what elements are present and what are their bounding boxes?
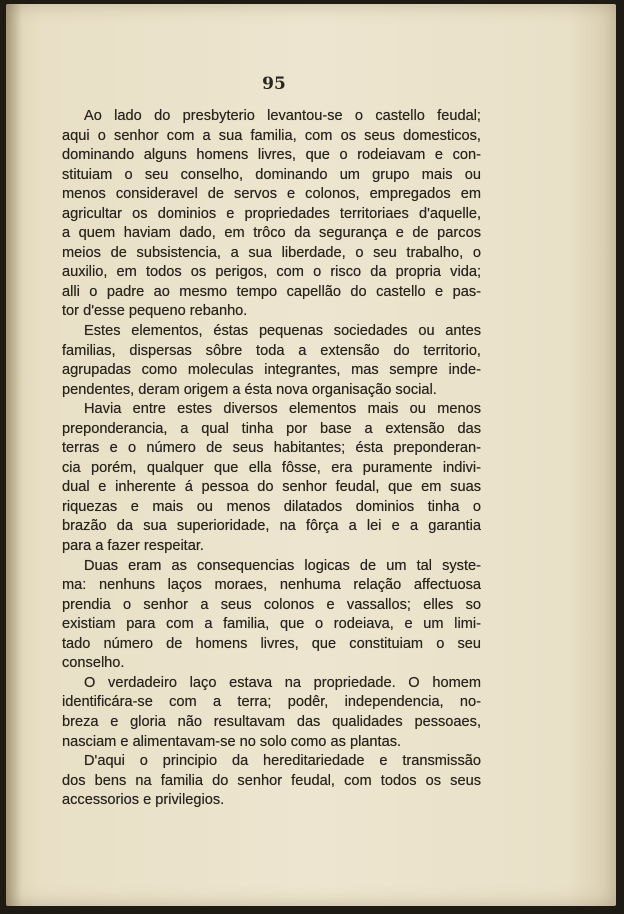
paragraph	[62, 752, 481, 811]
text-line: Havia entre estes diversos elementos mais ou menos	[84, 401, 481, 418]
text-line: identificára-se com a terra; podêr, independencia, no-	[62, 694, 481, 711]
text-line: prendia o senhor a seus colonos e vassallos; elles so	[62, 596, 481, 613]
book-page	[6, 4, 616, 906]
text-line: riquezas e mais ou menos dilatados dominios tinha o	[62, 498, 481, 515]
text-line: cia porém, qualquer que ella fôsse, era puramente indivi-	[62, 459, 481, 476]
text-line: dominando alguns homens livres, que o rodeiavam e con-	[62, 147, 481, 164]
text-line: nasciam e alimentavam-se no solo como as plantas.	[62, 733, 402, 750]
text-line: stituiam o seu conselho, dominando um grupo mais ou	[62, 166, 481, 183]
text-line: conselho.	[62, 655, 125, 672]
text-line: Ao lado do presbyterio levantou-se o castello feudal;	[84, 108, 481, 124]
paragraph	[62, 400, 481, 556]
text-line: ma: nenhuns laços moraes, nenhuma relação affectuosa	[62, 577, 481, 594]
text-line: accessorios e privilegios.	[62, 792, 225, 809]
text-line: meios de subsistencia, a sua liberdade, o seu trabalho, o	[62, 244, 481, 261]
text-line: Duas eram as consequencias logicas de um tal syste-	[84, 557, 481, 574]
text-line: familias, dispersas sôbre toda a extensão do territorio,	[62, 342, 481, 359]
paragraph	[62, 107, 481, 322]
text-line: auxilio, em todos os perigos, com o risco da propria vida;	[62, 264, 481, 281]
text-line: breza e gloria não resultavam das qualidades pessoaes,	[62, 713, 481, 730]
text-line: Estes elementos, éstas pequenas sociedades ou antes	[84, 323, 481, 340]
text-line: alli o padre ao mesmo tempo capellão do castello e pas-	[62, 283, 481, 300]
text-line: agricultar os dominios e propriedades territoriaes d'aquelle,	[62, 205, 481, 222]
text-line: pendentes, deram origem a ésta nova organisação social.	[62, 381, 437, 398]
page-number: 95	[262, 74, 286, 94]
body-text	[62, 107, 481, 811]
text-line: brazão da sua superioridade, na fôrça a lei e a garantia	[62, 518, 481, 535]
page-gutter-shadow	[6, 4, 22, 906]
paragraph	[62, 322, 481, 400]
text-line: dual e inherente á pessoa do senhor feudal, que em suas	[62, 479, 481, 496]
text-line: a quem haviam dado, em trôco da segurança e de parcos	[62, 225, 481, 242]
text-line: menos consideravel de servos e colonos, empregados em	[62, 186, 481, 203]
text-line: terras e o número de seus habitantes; ésta preponderan-	[62, 440, 481, 457]
paragraph	[62, 674, 481, 752]
paragraph	[62, 557, 481, 674]
text-line: para a fazer respeitar.	[62, 538, 204, 555]
text-line: agrupadas como moleculas integrantes, mas sempre inde-	[62, 362, 481, 379]
text-line: D'aqui o principio da hereditariedade e transmissão	[84, 753, 481, 770]
text-line: O verdadeiro laço estava na propriedade. O homem	[84, 674, 481, 691]
text-line: tor d'esse pequeno rebanho.	[62, 303, 248, 320]
text-line: dos bens na familia do senhor feudal, com todos os seus	[62, 772, 481, 789]
text-line: aqui o senhor com a sua familia, com os seus domesticos,	[62, 127, 481, 144]
text-line: preponderancia, a qual tinha por base a extensão das	[62, 420, 481, 437]
text-line: tado número de homens livres, que constituiam o seu	[62, 635, 481, 652]
text-line: existiam para com a familia, que o rodeiava, e um limi-	[62, 616, 481, 633]
